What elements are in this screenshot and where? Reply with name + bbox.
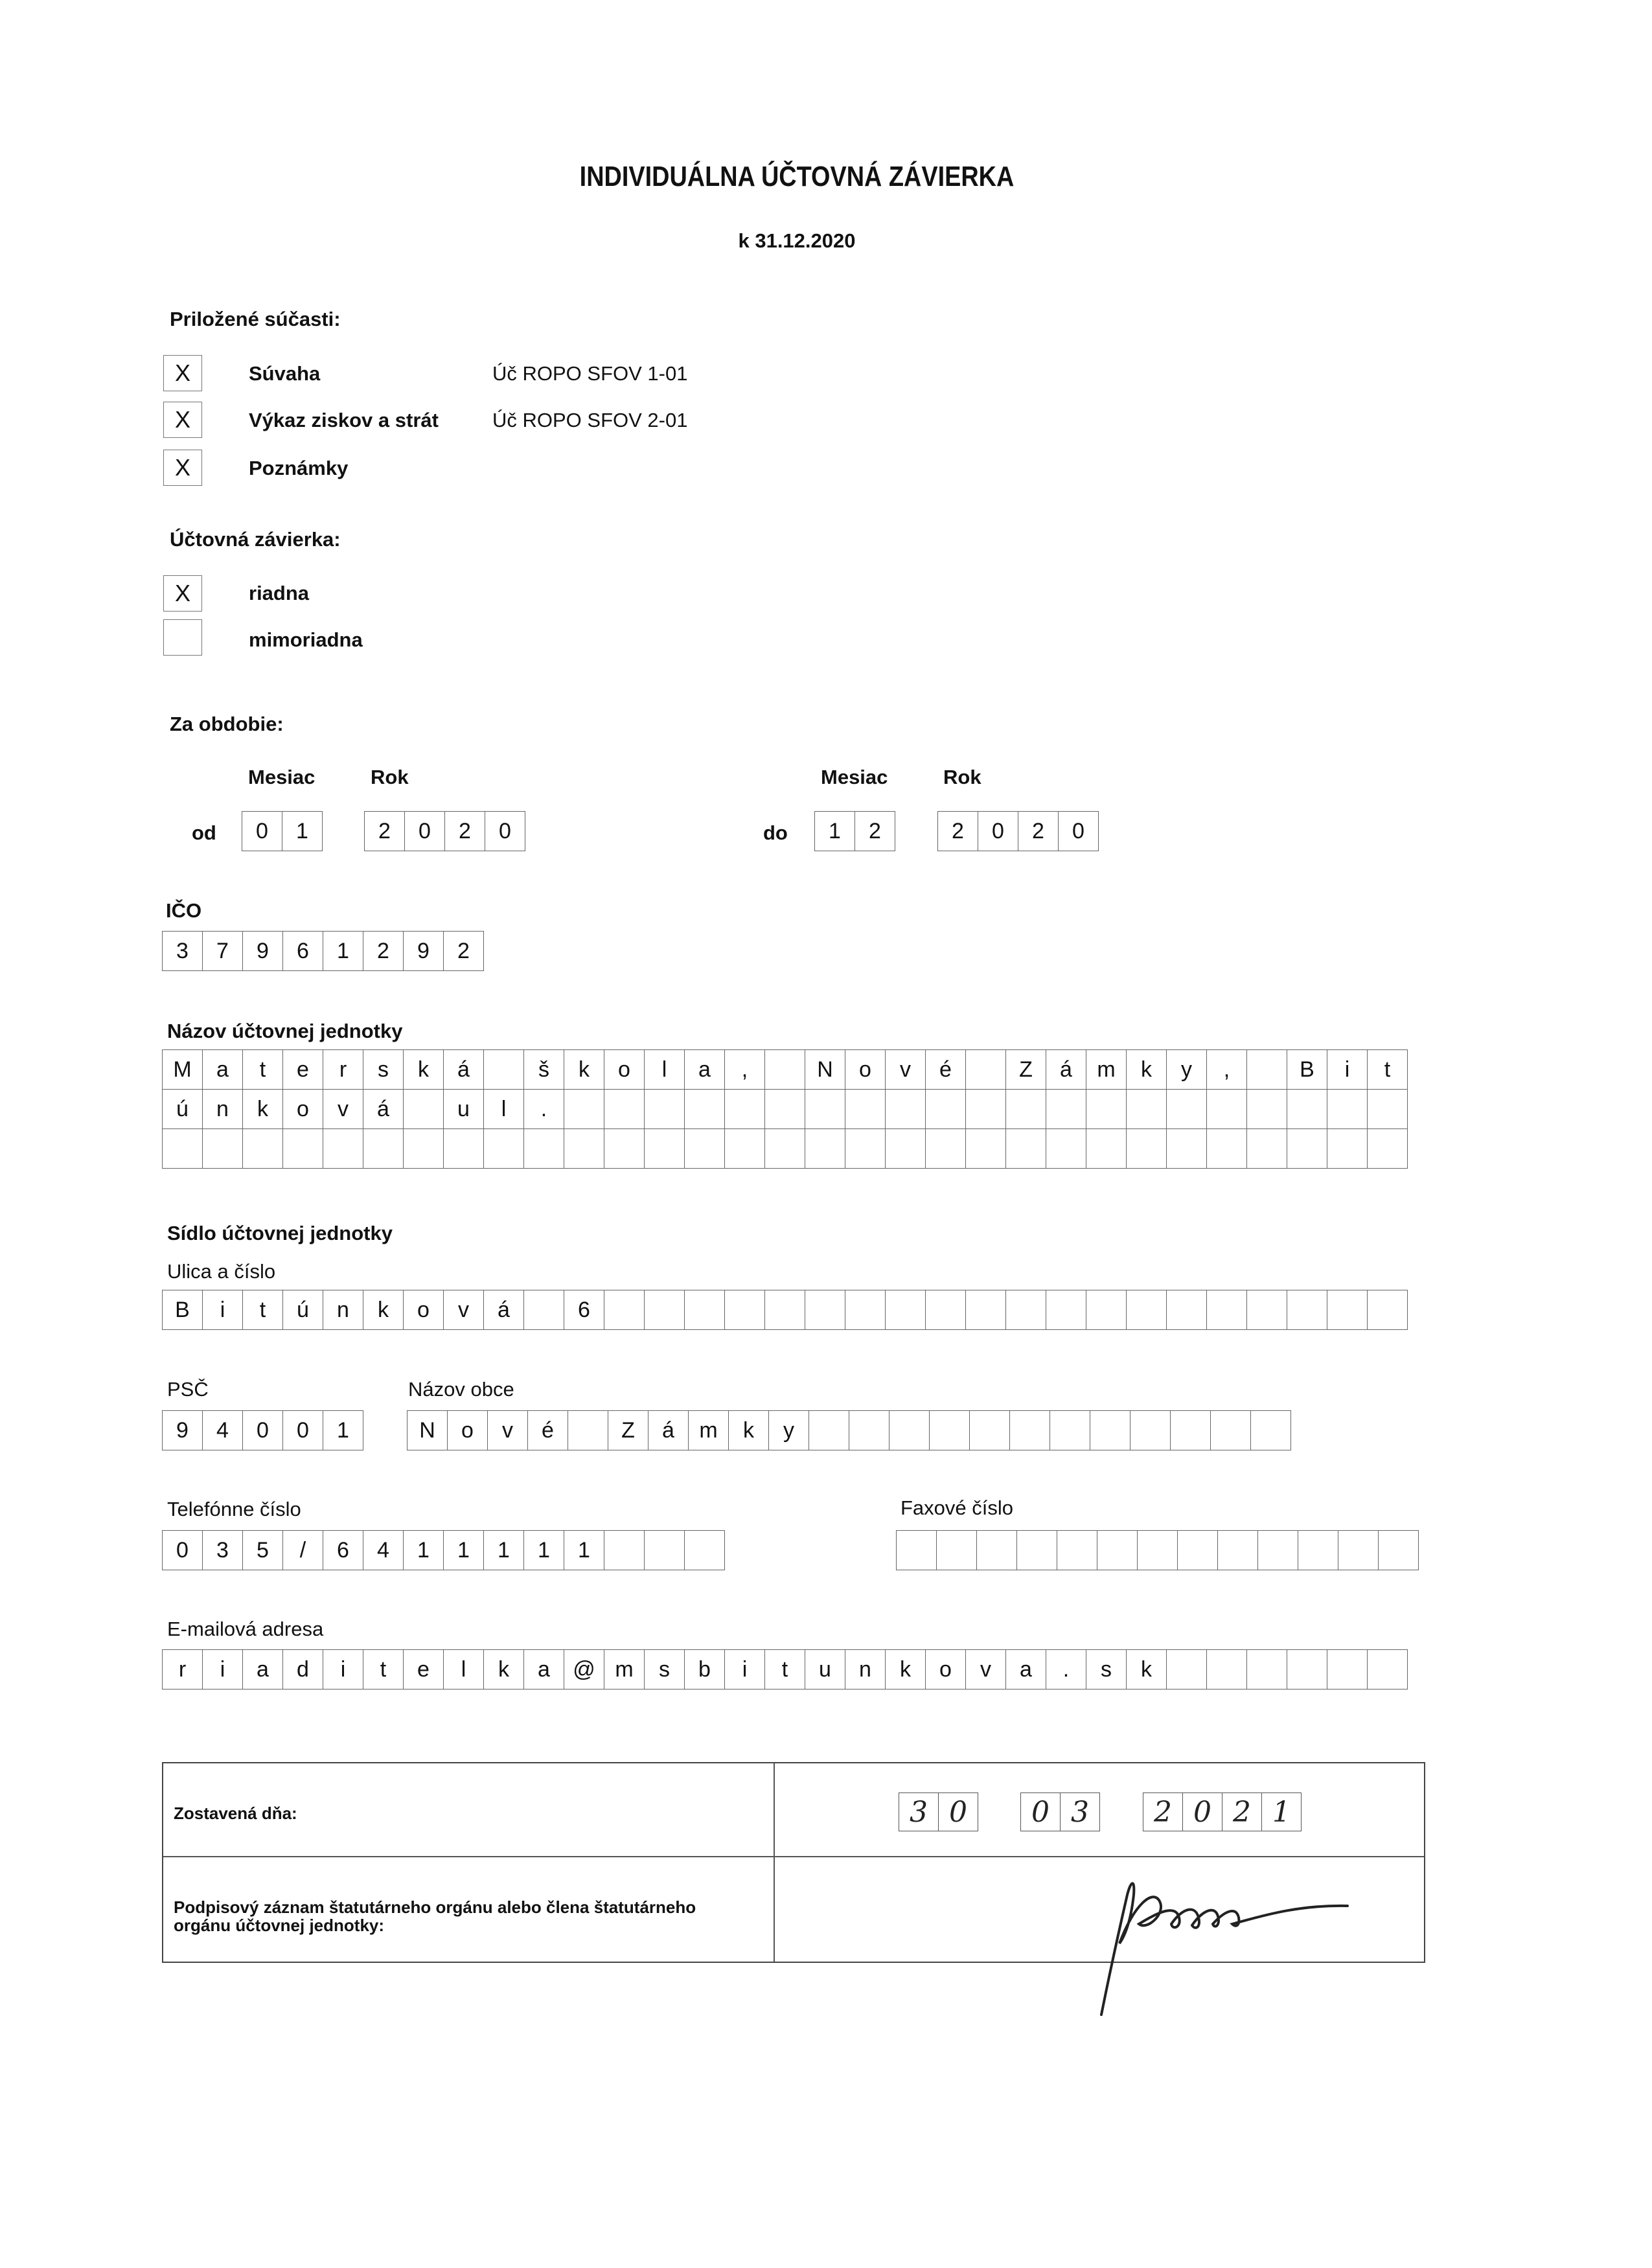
char-box: 2 bbox=[443, 931, 484, 971]
char-box bbox=[805, 1290, 845, 1330]
box: 1 bbox=[1261, 1793, 1302, 1831]
char-box: e bbox=[282, 1049, 323, 1090]
char-box: , bbox=[724, 1049, 765, 1090]
psc-field[interactable] bbox=[162, 1410, 363, 1450]
email-field[interactable] bbox=[162, 1649, 1408, 1690]
char-box bbox=[1005, 1290, 1046, 1330]
char-box bbox=[1130, 1410, 1171, 1450]
email-label: E-mailová adresa bbox=[167, 1618, 324, 1640]
char-box: r bbox=[162, 1649, 203, 1690]
char-box: 3 bbox=[202, 1530, 243, 1570]
char-box: 6 bbox=[323, 1530, 363, 1570]
char-box bbox=[1367, 1089, 1408, 1129]
phone-field[interactable] bbox=[162, 1530, 725, 1570]
table-divider-horizontal bbox=[163, 1856, 1424, 1857]
char-box bbox=[1246, 1128, 1287, 1169]
fax-field[interactable] bbox=[896, 1530, 1419, 1570]
char-box: 3 bbox=[162, 931, 203, 971]
char-box: m bbox=[688, 1410, 729, 1450]
char-box: k bbox=[885, 1649, 926, 1690]
period-heading: Za obdobie: bbox=[170, 713, 284, 735]
char-box bbox=[1327, 1290, 1368, 1330]
char-box: 1 bbox=[523, 1530, 564, 1570]
char-box bbox=[403, 1089, 444, 1129]
char-box bbox=[684, 1290, 725, 1330]
char-box: i bbox=[724, 1649, 765, 1690]
char-box: y bbox=[768, 1410, 809, 1450]
period-from-month-label: Mesiac bbox=[248, 766, 315, 788]
char-box: š bbox=[523, 1049, 564, 1090]
char-box bbox=[202, 1128, 243, 1169]
char-box bbox=[1367, 1649, 1408, 1690]
char-box bbox=[1170, 1410, 1211, 1450]
char-box: a bbox=[684, 1049, 725, 1090]
char-box: k bbox=[1126, 1649, 1167, 1690]
char-box bbox=[976, 1530, 1017, 1570]
char-box bbox=[1086, 1089, 1127, 1129]
char-box: B bbox=[1287, 1049, 1327, 1090]
char-box bbox=[684, 1530, 725, 1570]
char-box bbox=[644, 1128, 685, 1169]
char-box: @ bbox=[564, 1649, 604, 1690]
period-to-month-label: Mesiac bbox=[821, 766, 888, 788]
char-box: s bbox=[363, 1049, 404, 1090]
char-box: . bbox=[1046, 1649, 1086, 1690]
box: 3 bbox=[1060, 1793, 1100, 1831]
char-box: 1 bbox=[564, 1530, 604, 1570]
char-box: , bbox=[1206, 1049, 1247, 1090]
table-divider-vertical bbox=[774, 1763, 775, 1962]
char-box bbox=[965, 1089, 1006, 1129]
char-box bbox=[644, 1530, 685, 1570]
period-from-month-boxes[interactable] bbox=[242, 811, 323, 851]
char-box: á bbox=[483, 1290, 524, 1330]
char-box: e bbox=[403, 1649, 444, 1690]
period-to-year-label: Rok bbox=[943, 766, 981, 788]
char-box bbox=[1287, 1089, 1327, 1129]
city-field[interactable] bbox=[407, 1410, 1291, 1450]
period-to-label: do bbox=[763, 821, 788, 844]
box: 0 bbox=[1020, 1793, 1061, 1831]
char-box bbox=[1050, 1410, 1090, 1450]
box: 1 bbox=[814, 811, 855, 851]
char-box: Z bbox=[1005, 1049, 1046, 1090]
char-box bbox=[965, 1128, 1006, 1169]
char-box: i bbox=[323, 1649, 363, 1690]
char-box bbox=[1338, 1530, 1379, 1570]
box: 2 bbox=[364, 811, 405, 851]
char-box bbox=[805, 1128, 845, 1169]
char-box bbox=[1057, 1530, 1097, 1570]
char-box bbox=[969, 1410, 1010, 1450]
box: 2 bbox=[1018, 811, 1059, 851]
char-box: 0 bbox=[242, 1410, 283, 1450]
char-box bbox=[1177, 1530, 1218, 1570]
signature-mark bbox=[1062, 1866, 1360, 2028]
statement-label-mimoriadna: mimoriadna bbox=[249, 628, 363, 651]
box: 2 bbox=[1222, 1793, 1262, 1831]
char-box: v bbox=[487, 1410, 528, 1450]
char-box: o bbox=[282, 1089, 323, 1129]
attachment-label-suvaha: Súvaha bbox=[249, 362, 321, 385]
char-box bbox=[1097, 1530, 1138, 1570]
char-box bbox=[403, 1128, 444, 1169]
char-box bbox=[1250, 1410, 1291, 1450]
char-box: 0 bbox=[282, 1410, 323, 1450]
char-box bbox=[1090, 1410, 1130, 1450]
phone-label: Telefónne číslo bbox=[167, 1498, 301, 1520]
period-from-year-boxes[interactable] bbox=[364, 811, 525, 851]
char-box bbox=[604, 1530, 645, 1570]
char-box bbox=[889, 1410, 930, 1450]
char-box bbox=[764, 1128, 805, 1169]
char-box bbox=[1206, 1290, 1247, 1330]
char-box bbox=[809, 1410, 849, 1450]
compiled-day-boxes[interactable] bbox=[899, 1793, 978, 1831]
char-box bbox=[644, 1290, 685, 1330]
document-title: INDIVIDUÁLNA ÚČTOVNÁ ZÁVIERKA bbox=[579, 161, 1015, 192]
char-box: t bbox=[363, 1649, 404, 1690]
char-box: N bbox=[805, 1049, 845, 1090]
char-box: 5 bbox=[242, 1530, 283, 1570]
char-box: v bbox=[323, 1089, 363, 1129]
char-box: M bbox=[162, 1049, 203, 1090]
char-box bbox=[1137, 1530, 1178, 1570]
char-box bbox=[1086, 1128, 1127, 1169]
box: 1 bbox=[282, 811, 323, 851]
box: 0 bbox=[1058, 811, 1099, 851]
char-box bbox=[929, 1410, 970, 1450]
char-box bbox=[925, 1089, 966, 1129]
char-box bbox=[1367, 1128, 1408, 1169]
char-box bbox=[1367, 1290, 1408, 1330]
document-date: k 31.12.2020 bbox=[738, 229, 856, 252]
char-box bbox=[162, 1128, 203, 1169]
char-box: a bbox=[1005, 1649, 1046, 1690]
street-field[interactable] bbox=[162, 1290, 1408, 1330]
char-box bbox=[1210, 1410, 1251, 1450]
signature-stroke bbox=[1101, 1883, 1348, 2015]
box: 0 bbox=[978, 811, 1018, 851]
char-box bbox=[885, 1089, 926, 1129]
box: 0 bbox=[485, 811, 525, 851]
char-box: n bbox=[202, 1089, 243, 1129]
char-box bbox=[568, 1410, 608, 1450]
char-box bbox=[282, 1128, 323, 1169]
char-box bbox=[845, 1290, 886, 1330]
char-box: i bbox=[202, 1649, 243, 1690]
psc-label: PSČ bbox=[167, 1378, 209, 1401]
compiled-month-boxes[interactable] bbox=[1020, 1793, 1100, 1831]
char-box: o bbox=[403, 1290, 444, 1330]
char-box: t bbox=[764, 1649, 805, 1690]
char-box: / bbox=[282, 1530, 323, 1570]
char-box: n bbox=[845, 1649, 886, 1690]
box: 2 bbox=[937, 811, 978, 851]
char-box: i bbox=[1327, 1049, 1368, 1090]
char-box bbox=[523, 1128, 564, 1169]
period-from-label: od bbox=[192, 821, 216, 844]
char-box bbox=[1005, 1128, 1046, 1169]
char-box bbox=[1126, 1128, 1167, 1169]
statement-checkbox-mimoriadna[interactable] bbox=[163, 619, 202, 656]
char-box bbox=[764, 1290, 805, 1330]
attachment-code-vykaz: Úč ROPO SFOV 2-01 bbox=[492, 409, 688, 431]
statement-label-riadna: riadna bbox=[249, 582, 310, 604]
char-box bbox=[1246, 1290, 1287, 1330]
box: 3 bbox=[899, 1793, 939, 1831]
char-box: ú bbox=[162, 1089, 203, 1129]
period-from-year-label: Rok bbox=[371, 766, 409, 788]
char-box bbox=[849, 1410, 889, 1450]
char-box: v bbox=[443, 1290, 484, 1330]
box: 0 bbox=[242, 811, 282, 851]
char-box bbox=[1257, 1530, 1298, 1570]
char-box: m bbox=[1086, 1049, 1127, 1090]
signature-label: Podpisový záznam štatutárneho orgánu alebo člena štatutárneho orgánu účtovnej jednotky: bbox=[174, 1897, 696, 1935]
period-to-year-boxes[interactable] bbox=[937, 811, 1099, 851]
char-box bbox=[965, 1290, 1006, 1330]
box: 0 bbox=[938, 1793, 978, 1831]
entity-name-row-1[interactable] bbox=[162, 1049, 1408, 1090]
box: 0 bbox=[1182, 1793, 1222, 1831]
street-label: Ulica a číslo bbox=[167, 1260, 276, 1283]
char-box: t bbox=[242, 1049, 283, 1090]
entity-name-label: Názov účtovnej jednotky bbox=[167, 1020, 403, 1042]
char-box: 1 bbox=[483, 1530, 524, 1570]
entity-name-row-3[interactable] bbox=[162, 1128, 1408, 1169]
char-box bbox=[443, 1128, 484, 1169]
char-box bbox=[1206, 1128, 1247, 1169]
seat-heading: Sídlo účtovnej jednotky bbox=[167, 1222, 393, 1244]
char-box: k bbox=[483, 1649, 524, 1690]
char-box: d bbox=[282, 1649, 323, 1690]
char-box bbox=[604, 1128, 645, 1169]
entity-name-row-2[interactable] bbox=[162, 1089, 1408, 1129]
char-box bbox=[1246, 1649, 1287, 1690]
char-box bbox=[1327, 1089, 1368, 1129]
char-box bbox=[242, 1128, 283, 1169]
char-box bbox=[1298, 1530, 1338, 1570]
char-box bbox=[1327, 1649, 1368, 1690]
char-box: o bbox=[925, 1649, 966, 1690]
char-box bbox=[1287, 1290, 1327, 1330]
char-box: r bbox=[323, 1049, 363, 1090]
char-box: N bbox=[407, 1410, 448, 1450]
char-box: á bbox=[648, 1410, 689, 1450]
char-box bbox=[483, 1049, 524, 1090]
char-box: a bbox=[242, 1649, 283, 1690]
char-box: Z bbox=[608, 1410, 648, 1450]
char-box: s bbox=[1086, 1649, 1127, 1690]
char-box bbox=[805, 1089, 845, 1129]
char-box bbox=[1005, 1089, 1046, 1129]
char-box bbox=[724, 1128, 765, 1169]
char-box bbox=[1166, 1128, 1207, 1169]
attachment-checkbox-suvaha[interactable]: X bbox=[163, 355, 202, 391]
char-box: 1 bbox=[403, 1530, 444, 1570]
char-box: 4 bbox=[363, 1530, 404, 1570]
char-box: k bbox=[242, 1089, 283, 1129]
char-box bbox=[764, 1089, 805, 1129]
char-box bbox=[1126, 1089, 1167, 1129]
char-box: k bbox=[564, 1049, 604, 1090]
char-box: 9 bbox=[403, 931, 444, 971]
attachment-label-vykaz: Výkaz ziskov a strát bbox=[249, 409, 439, 431]
char-box bbox=[896, 1530, 937, 1570]
char-box bbox=[1378, 1530, 1419, 1570]
char-box: u bbox=[805, 1649, 845, 1690]
box: 2 bbox=[444, 811, 485, 851]
char-box: á bbox=[443, 1049, 484, 1090]
char-box: o bbox=[845, 1049, 886, 1090]
compiled-date-label: Zostavená dňa: bbox=[174, 1804, 297, 1823]
char-box: k bbox=[363, 1290, 404, 1330]
char-box: l bbox=[644, 1049, 685, 1090]
char-box: a bbox=[202, 1049, 243, 1090]
char-box bbox=[1086, 1290, 1127, 1330]
char-box: k bbox=[728, 1410, 769, 1450]
attachment-checkbox-poznamky[interactable]: X bbox=[163, 450, 202, 486]
char-box bbox=[604, 1089, 645, 1129]
char-box: á bbox=[363, 1089, 404, 1129]
statement-type-heading: Účtovná závierka: bbox=[170, 528, 341, 551]
city-label: Názov obce bbox=[408, 1378, 514, 1401]
char-box bbox=[764, 1049, 805, 1090]
char-box bbox=[644, 1089, 685, 1129]
char-box bbox=[885, 1128, 926, 1169]
char-box: 6 bbox=[282, 931, 323, 971]
char-box bbox=[1327, 1128, 1368, 1169]
char-box: 7 bbox=[202, 931, 243, 971]
char-box bbox=[363, 1128, 404, 1169]
char-box bbox=[1046, 1128, 1086, 1169]
char-box: o bbox=[447, 1410, 488, 1450]
char-box: n bbox=[323, 1290, 363, 1330]
char-box bbox=[1287, 1649, 1327, 1690]
char-box: 9 bbox=[162, 1410, 203, 1450]
char-box bbox=[1166, 1290, 1207, 1330]
char-box: 4 bbox=[202, 1410, 243, 1450]
char-box: . bbox=[523, 1089, 564, 1129]
char-box: 9 bbox=[242, 931, 283, 971]
char-box bbox=[1206, 1649, 1247, 1690]
char-box bbox=[1046, 1290, 1086, 1330]
char-box: 2 bbox=[363, 931, 404, 971]
char-box: k bbox=[1126, 1049, 1167, 1090]
char-box: i bbox=[202, 1290, 243, 1330]
char-box: l bbox=[443, 1649, 484, 1690]
attachment-label-poznamky: Poznámky bbox=[249, 457, 349, 479]
char-box: l bbox=[483, 1089, 524, 1129]
char-box bbox=[1217, 1530, 1258, 1570]
box: 0 bbox=[404, 811, 445, 851]
char-box: v bbox=[885, 1049, 926, 1090]
char-box: b bbox=[684, 1649, 725, 1690]
char-box bbox=[1246, 1049, 1287, 1090]
attachment-code-suvaha: Úč ROPO SFOV 1-01 bbox=[492, 362, 688, 385]
char-box bbox=[724, 1290, 765, 1330]
char-box: é bbox=[527, 1410, 568, 1450]
char-box: k bbox=[403, 1049, 444, 1090]
compiled-year-boxes[interactable] bbox=[1143, 1793, 1302, 1831]
char-box bbox=[845, 1128, 886, 1169]
char-box: m bbox=[604, 1649, 645, 1690]
char-box: á bbox=[1046, 1049, 1086, 1090]
char-box bbox=[885, 1290, 926, 1330]
char-box: t bbox=[1367, 1049, 1408, 1090]
char-box bbox=[483, 1128, 524, 1169]
char-box bbox=[1046, 1089, 1086, 1129]
char-box bbox=[1246, 1089, 1287, 1129]
char-box: 0 bbox=[162, 1530, 203, 1570]
char-box bbox=[925, 1128, 966, 1169]
char-box bbox=[323, 1128, 363, 1169]
period-to-month-boxes[interactable] bbox=[814, 811, 895, 851]
char-box: 1 bbox=[443, 1530, 484, 1570]
statement-checkbox-riadna[interactable]: X bbox=[163, 575, 202, 612]
char-box: 1 bbox=[323, 931, 363, 971]
fax-label: Faxové číslo bbox=[901, 1496, 1014, 1519]
box: 2 bbox=[855, 811, 895, 851]
char-box bbox=[1126, 1290, 1167, 1330]
ico-label: IČO bbox=[166, 899, 202, 922]
char-box bbox=[604, 1290, 645, 1330]
ico-field[interactable] bbox=[162, 931, 484, 971]
char-box: o bbox=[604, 1049, 645, 1090]
attachments-heading: Priložené súčasti: bbox=[170, 308, 341, 330]
char-box bbox=[724, 1089, 765, 1129]
char-box: é bbox=[925, 1049, 966, 1090]
char-box bbox=[1166, 1649, 1207, 1690]
char-box: s bbox=[644, 1649, 685, 1690]
char-box: 1 bbox=[323, 1410, 363, 1450]
char-box bbox=[523, 1290, 564, 1330]
char-box bbox=[925, 1290, 966, 1330]
char-box bbox=[845, 1089, 886, 1129]
char-box bbox=[1016, 1530, 1057, 1570]
char-box: ú bbox=[282, 1290, 323, 1330]
char-box: u bbox=[443, 1089, 484, 1129]
char-box bbox=[936, 1530, 977, 1570]
char-box bbox=[965, 1049, 1006, 1090]
char-box: B bbox=[162, 1290, 203, 1330]
char-box: 6 bbox=[564, 1290, 604, 1330]
char-box bbox=[564, 1128, 604, 1169]
char-box: y bbox=[1166, 1049, 1207, 1090]
char-box bbox=[684, 1128, 725, 1169]
char-box bbox=[1287, 1128, 1327, 1169]
attachment-checkbox-vykaz[interactable]: X bbox=[163, 402, 202, 438]
char-box bbox=[684, 1089, 725, 1129]
char-box: t bbox=[242, 1290, 283, 1330]
box: 2 bbox=[1143, 1793, 1183, 1831]
char-box: v bbox=[965, 1649, 1006, 1690]
char-box: a bbox=[523, 1649, 564, 1690]
char-box bbox=[1206, 1089, 1247, 1129]
char-box bbox=[1009, 1410, 1050, 1450]
char-box bbox=[564, 1089, 604, 1129]
char-box bbox=[1166, 1089, 1207, 1129]
